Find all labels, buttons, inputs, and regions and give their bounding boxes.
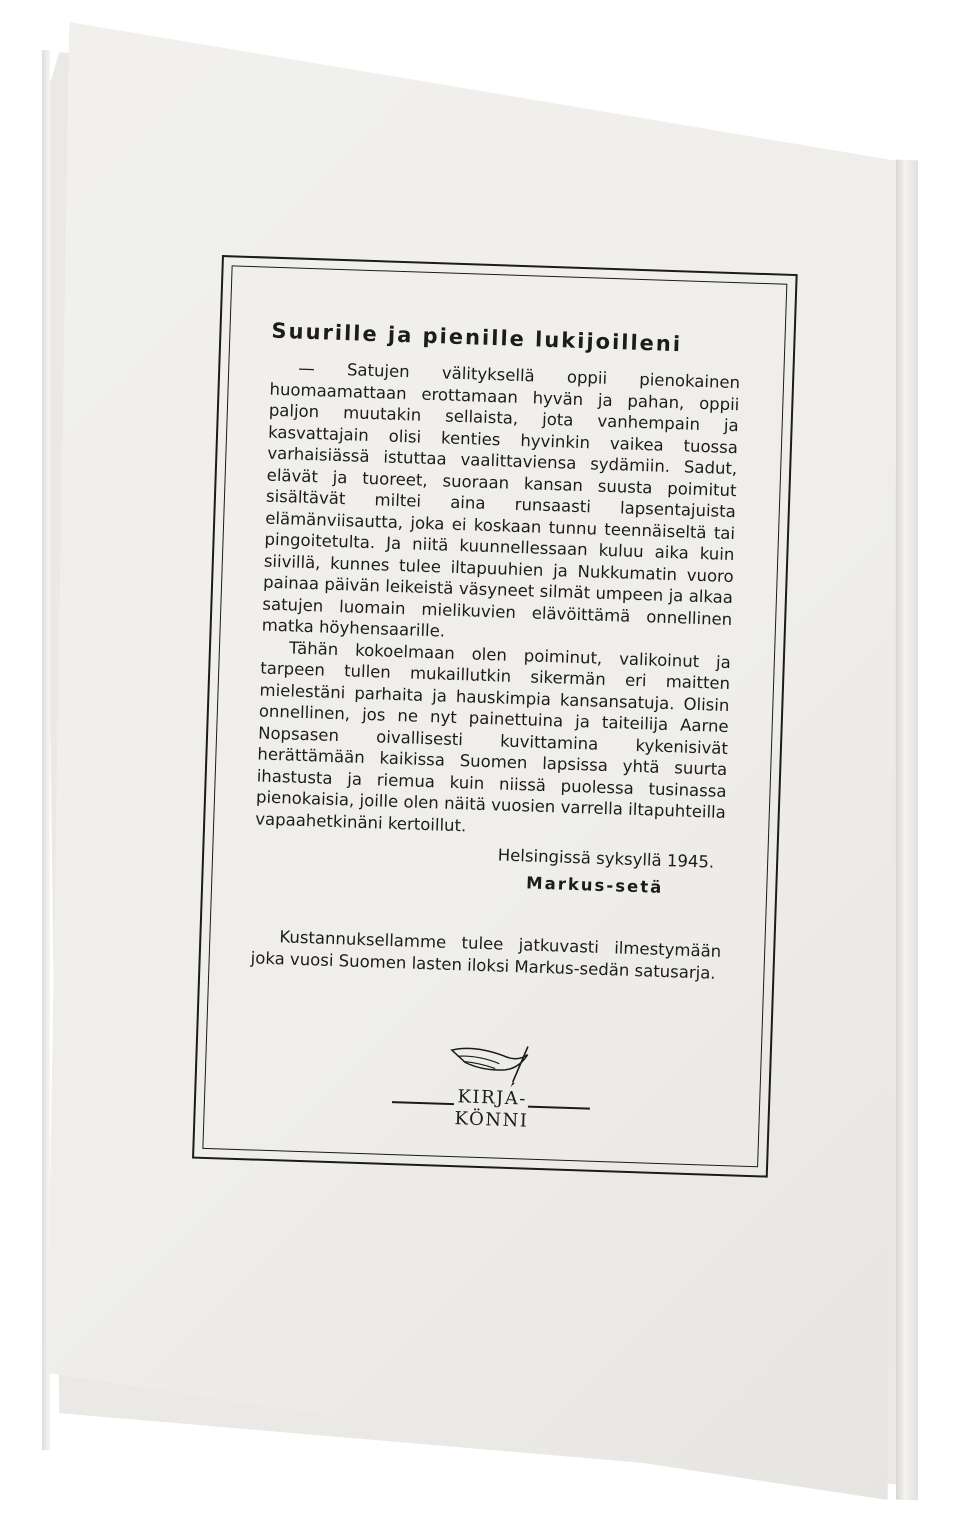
text-frame xyxy=(192,255,798,1178)
winged-pen-icon xyxy=(443,1040,544,1089)
foreword-title: Suurille ja pienille lukijoilleni xyxy=(271,318,683,357)
publisher-note: Kustannuksellamme tulee jatkuvasti ilmestymään joka vuosi Suomen lasten iloksi Markus-sedän satusarja. xyxy=(250,927,722,983)
cover-right-edge xyxy=(896,160,918,1501)
signature: Markus-setä xyxy=(525,873,664,897)
publisher-logo xyxy=(391,1038,594,1145)
logo-rule-left xyxy=(392,1101,454,1105)
foreword-paragraph-1: — Satujen välityksellä oppii pienokainen huomaamattaan erottamaan hyvän ja pahan, oppii paljon muutakin sellaista, jota vanhempain ja kasvattajain olisi kenties hyvinkin vaikea tuossa varhaisiässä istuttaa vaalittaviensa sydämiin. Sadut, elävät ja tuoreet, suoraan kansan suusta poimitut sisältävät miltei aina runsaasti lapsentajuista elämänviisautta, joka ei koskaan tunnu teennäiseltä tai pingoitetulta. Ja niitä kuunnellessaan kuluu aika kuin siivillä, kunnes tulee iltapuuhien ja Nukkumatin vuoro painaa päivän leikeistä väsyneet silmät umpeen ja alkaa satujen luomain mielikuvien elävöittämä onnellinen matka höyhensaarille. xyxy=(261,358,741,641)
logo-rule-right xyxy=(528,1106,590,1110)
logo-text-line1: KIRJA- xyxy=(457,1086,528,1110)
cover-left-edge xyxy=(42,50,50,1450)
foreword-paragraph-2: Tähän kokoelmaan olen poiminut, valikoinut ja tarpeen tullen mukaillutkin sikermän eri maitten mielestäni parhaita ja hauskimpia kansansatuja. Olisin onnellinen, jos ne nyt painettuina ja taiteilija Aarne Nopsasen oivallisesti kuvittamina kykenisivät herättämään kaikissa Suomen lapsissa yhtä suurta ihastusta ja riemua kuin niissä puolessa tusinassa pienokaisia, joille olen näitä vuosien varrella iltapuhteilla vapaahetkinäni kertoillut. xyxy=(255,637,732,835)
foreword xyxy=(250,319,742,1001)
place-date: Helsingissä syksyllä 1945. xyxy=(497,845,715,872)
logo-text-line2: KÖNNI xyxy=(454,1108,529,1132)
